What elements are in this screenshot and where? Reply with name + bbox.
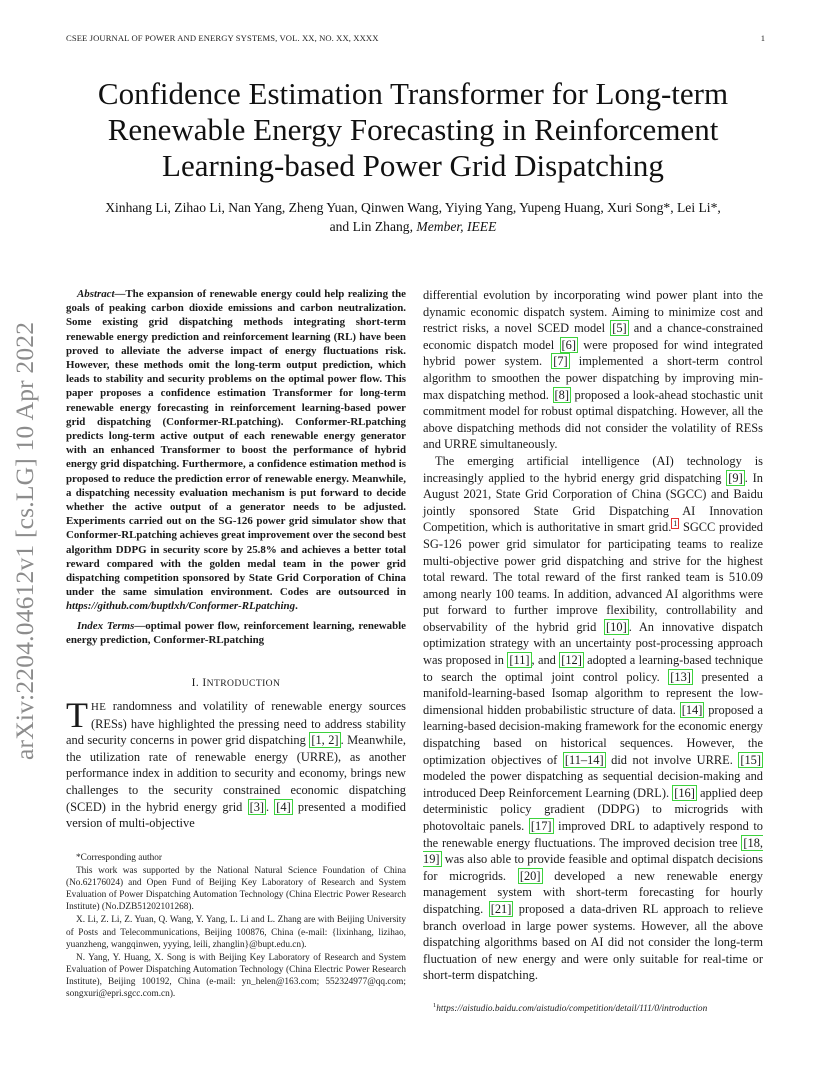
text-run: . In August 2021, State Grid Corporation of China (SGCC) and Baidu jointly sponsored State Grid Dispatching AI Innovation Competition, which is authoritative in smart grid.	[423, 470, 763, 535]
text-run: differential evolution by incorporating wind power plant into the dynamic economic dispatch system. Aiming to minimize cost and restrict risks, a novel SCED model	[423, 288, 763, 336]
text-run: was also able to provide feasible and optimal dispatch decisions for microgrids.	[423, 852, 763, 883]
text-run: implemented a short-term control algorithm to smoothen the power dispatching by improving min-max dispatching method.	[423, 354, 764, 402]
page-number: 1	[760, 33, 765, 43]
text-run: applied deep deterministic policy gradient (DDPG) to microgrids with photovoltaic panels.	[423, 785, 763, 833]
footnote-funding: This work was supported by the National Natural Science Foundation of China (No.62176024) and Open Fund of Beijing Key Laboratory of Research and System Evaluation of Power Dispatching Automation Technology (China Electric Power Research Institute) (No.DZB51202101268).	[66, 866, 406, 913]
intro-lead-caps: HE	[91, 701, 107, 714]
text-run: proposed a learning-based decision-making framework for the economic energy dispatching based on historical sequences. However, the optimization objectives of	[423, 702, 763, 767]
competition-link[interactable]: https://aistudio.baidu.com/aistudio/competition/detail/111/0/introduction	[436, 1004, 708, 1015]
citation-link[interactable]: [3]	[249, 799, 265, 814]
section-number: I.	[191, 677, 203, 690]
abstract-text: —The expansion of renewable energy could help realizing the goals of peaking carbon dioxide emissions and carbon neutralization. Some existing grid dispatching methods integrating short-term renewable energy prediction and reinforcement learning (RL) have been proved to alleviate the adverse impact of energy fluctuations risk. However, these methods omit the long-term output prediction, which leads to stability and security problems on the optimal power flow. This paper proposes a confidence estimation Transformer for long-term renewable energy forecasting in reinforcement learning-based power grid dispatching (Conformer-RLpatching). Conformer-RLpatching predicts long-term active output of each renewable energy generator with an enhanced Transformer to boost the performance of hybrid energy grid dispatching. Furthermore, a confidence estimation method is proposed to reduce the prediction error of renewable energy. Meanwhile, a dispatching necessity evaluation mechanism is put forward to decide whether the active output of a generator needs to be adjusted. Experiments carried out on the SG-126 power grid simulator show that Conformer-RLpatching achieves great improvement over the second best algorithm DDPG in security score by 25.8% and achieves a better total reward compared with the golden medal team in the power grid dispatching competition sponsored by State Grid Corporation of China under the same simulation environment. Codes are outsourced in	[66, 288, 406, 599]
author-line-1: Xinhang Li, Zihao Li, Nan Yang, Zheng Yuan, Qinwen Wang, Yiying Yang, Yupeng Huang, Xuri Song*, Lei Li*,	[105, 200, 721, 215]
left-column	[66, 287, 406, 832]
footnote-affiliation-1: X. Li, Z. Li, Z. Yuan, Q. Wang, Y. Yang, L. Li and L. Zhang are with Beijing University of Posts and Telecommunications, Beijing 100876, China (e-mail: {lixinhang, lizihao, yuanzheng, wangqinwen, yyying, leili, zhanglin}@bupt.edu.cn).	[66, 915, 406, 950]
intro-text-b: . Meanwhile, the utilization rate of renewable energy (URRE), as another performance index in addition to security and economy, brings new challenges to the security constrained economic dispatching (SCED) in the hybrid energy grid	[66, 733, 406, 814]
code-link[interactable]: https://github.com/buptlxh/Conformer-RLpatching	[66, 600, 296, 613]
citation-link[interactable]: [12]	[561, 653, 582, 668]
citation-link[interactable]: [4]	[276, 799, 291, 814]
citation-link[interactable]: [6]	[561, 337, 576, 352]
footnote-corresponding: *Corresponding author	[76, 853, 162, 863]
text-run: improved DRL to adaptively respond to the renewable energy fluctuations. The improved decision tree	[423, 819, 763, 850]
text-run: presented a manifold-learning-based Isomap algorithm to represent the low-dimensional hidden probabilistic structure of data.	[423, 669, 763, 717]
text-run: and a chance-constrained economic dispatch model	[423, 321, 764, 352]
citation-link[interactable]: [21]	[490, 901, 512, 916]
arxiv-identifier-stamp[interactable]: arXiv:2204.04612v1 [cs.LG] 10 Apr 2022	[10, 321, 39, 760]
citation-link[interactable]: [14]	[681, 702, 703, 717]
author-line-2-names: and Lin Zhang,	[329, 219, 417, 234]
abstract	[66, 287, 406, 614]
author-list	[60, 198, 766, 236]
text-run: developed a new renewable energy management system with short-term forecasting for hourly dispatching.	[423, 868, 763, 916]
text-run: did not involve URRE.	[605, 752, 739, 767]
running-header: CSEE JOURNAL OF POWER AND ENERGY SYSTEMS, VOL. XX, NO. XX, XXXX	[66, 33, 379, 43]
abstract-lead: Abstract	[77, 288, 115, 300]
author-line-2	[60, 217, 766, 236]
text-run: proposed a data-driven RL approach to relieve branch overload in large power systems. However, all the above dispatching algorithms based on AI did not consider the long-term fluctuation of new energy and were only suitable for real-time or short-term dispatching.	[423, 901, 763, 983]
citation-link[interactable]: [11]	[509, 653, 530, 668]
citation-link[interactable]: [5]	[612, 321, 627, 336]
citation-link[interactable]: [1, 2]	[311, 733, 339, 748]
citation-link[interactable]: [11–14]	[564, 752, 604, 767]
citation-link[interactable]: [13]	[670, 669, 691, 684]
citation-link[interactable]: [10]	[606, 619, 627, 634]
index-terms-lead: Index Terms	[77, 619, 135, 632]
citation-link[interactable]: [9]	[728, 470, 743, 485]
citation-link[interactable]: [15]	[740, 752, 762, 767]
drop-cap: T	[66, 695, 88, 736]
index-terms-text: —optimal power flow, reinforcement learning, renewable energy prediction, Conformer-RLpatching	[66, 619, 406, 646]
footnote-url	[423, 1000, 763, 1015]
intro-text-a: randomness and volatility of renewable energy sources (RESs) have highlighted the pressing need to address stability and security concerns in power grid dispatching	[66, 699, 406, 748]
intro-paragraph	[66, 695, 406, 832]
text-run: modeled the power dispatching as sequential decision-making and introduced Deep Reinforcement Learning (DRL).	[423, 769, 763, 800]
text-run: adopted a learning-based technique to search the optimal joint control policy.	[423, 653, 764, 684]
citation-link[interactable]: [20]	[519, 868, 541, 883]
text-run: proposed a look-ahead stochastic unit commitment model for robust optimal dispatching. However, all the above dispatching methods did not consider the volatility of RESs and URRE simultaneously.	[423, 387, 764, 452]
citation-link[interactable]: [7]	[553, 354, 568, 369]
citation-link[interactable]: [8]	[554, 387, 569, 402]
paper-title: Confidence Estimation Transformer for Long-term Renewable Energy Forecasting in Reinforcement Learning-based Power Grid Dispatching	[97, 76, 729, 183]
citation-link[interactable]: [17]	[530, 819, 552, 833]
text-run: . An innovative dispatch optimization strategy with an uncertainty post-processing approach was proposed in	[423, 619, 763, 668]
paragraph-dispatch-methods	[423, 287, 763, 453]
paragraph-ai-dispatching	[423, 453, 763, 984]
citation-link[interactable]: [18, 19]	[423, 835, 763, 867]
text-run: , and	[531, 653, 560, 668]
citation-link[interactable]: [16]	[674, 785, 695, 800]
footnote-affiliation-2: N. Yang, Y. Huang, X. Song is with Beijing Key Laboratory of Research and System Evaluation of Power Dispatching Automation Technology (China Electric Power Research Institute), Beijing 100192, China (e-mail: yn_helen@163.com; 552324977@qq.com; songxuri@epri.sgcc.com.cn).	[66, 952, 406, 1000]
footnotes	[66, 852, 406, 1001]
right-column	[423, 287, 763, 984]
text-run: The emerging artificial intelligence (AI) technology is increasingly applied to the hybrid energy grid dispatching	[423, 453, 763, 485]
text-run: SGCC provided SG-126 power grid simulator for participating teams to realize multi-objective power grid dispatching and strive for the highest total reward. The total reward of the first ranked team is 510.09 among nearly 100 teams. In addition, advanced AI algorithms were put forward to further improve flexibility, controllability and observability of the hybrid grid	[423, 520, 763, 634]
footnote-marker[interactable]: 1	[673, 519, 678, 529]
section-initial: I	[202, 677, 207, 690]
author-role: Member, IEEE	[416, 219, 497, 234]
intro-text-d: presented a modified version of multi-objective	[66, 799, 406, 831]
section-title-rest: NTRODUCTION	[206, 678, 281, 690]
text-run: were proposed for wind integrated hybrid power system.	[423, 337, 763, 369]
footnote-url-mark: 1	[433, 1002, 437, 1009]
abstract-end: .	[295, 600, 298, 613]
intro-text-c: .	[266, 799, 275, 814]
section-heading-introduction	[66, 677, 406, 689]
index-terms	[66, 619, 406, 647]
